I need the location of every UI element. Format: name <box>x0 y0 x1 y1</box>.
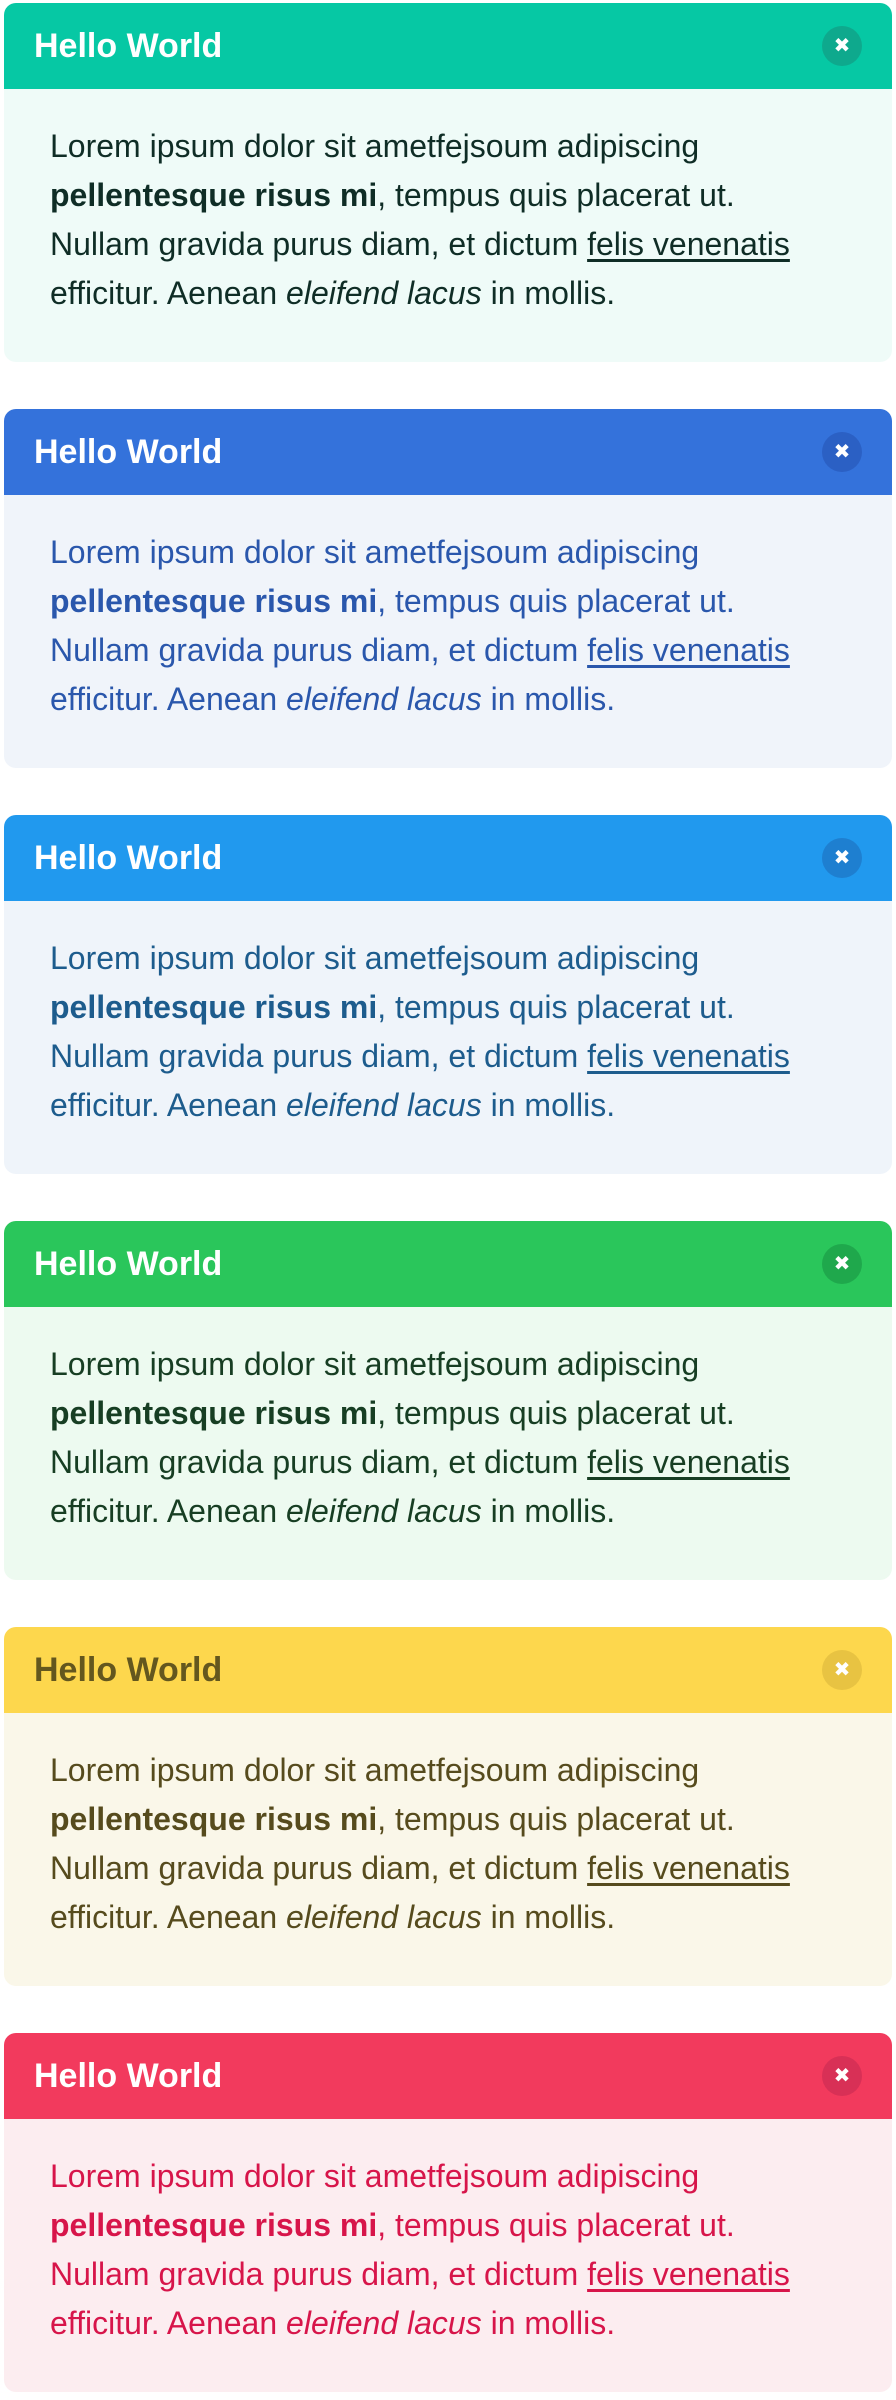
alert-card-green <box>4 1221 892 1580</box>
body-paragraph <box>50 122 846 318</box>
italic-text: eleifend lacus <box>286 1899 482 1935</box>
alert-body <box>4 2119 892 2392</box>
close-icon: ✖ <box>833 1251 851 1275</box>
alert-body <box>4 901 892 1174</box>
alert-title: Hello World <box>34 2057 223 2095</box>
close-button[interactable] <box>822 1650 862 1690</box>
body-text-segment: Nullam gravida purus diam, et dictum <box>50 632 588 668</box>
felis-venenatis-link[interactable]: felis venenatis <box>587 632 790 668</box>
alert-card-blue <box>4 409 892 768</box>
body-text-segment: in mollis. <box>481 2305 616 2341</box>
close-icon: ✖ <box>833 845 851 869</box>
close-button[interactable] <box>822 1244 862 1284</box>
body-text-segment: , tempus quis placerat ut. <box>377 583 735 619</box>
alert-header <box>4 409 892 495</box>
alert-title: Hello World <box>34 27 223 65</box>
body-text-segment: efficitur. Aenean <box>50 275 287 311</box>
body-text-segment: Nullam gravida purus diam, et dictum <box>50 1444 588 1480</box>
close-button[interactable] <box>822 432 862 472</box>
body-text-segment: in mollis. <box>481 1493 616 1529</box>
body-text-segment: Lorem ipsum dolor sit ametfejsoum adipiscing <box>50 940 700 976</box>
body-paragraph <box>50 1746 846 1942</box>
alert-card-teal <box>4 3 892 362</box>
alert-header <box>4 2033 892 2119</box>
body-text-segment: Lorem ipsum dolor sit ametfejsoum adipiscing <box>50 2158 700 2194</box>
alert-card-yellow <box>4 1627 892 1986</box>
body-paragraph <box>50 2152 846 2348</box>
italic-text: eleifend lacus <box>286 681 482 717</box>
alert-body <box>4 1307 892 1580</box>
alert-body <box>4 1713 892 1986</box>
alert-title: Hello World <box>34 1651 223 1689</box>
alert-body <box>4 495 892 768</box>
alert-title: Hello World <box>34 433 223 471</box>
body-text-segment: , tempus quis placerat ut. <box>377 177 735 213</box>
close-button[interactable] <box>822 2056 862 2096</box>
body-paragraph <box>50 528 846 724</box>
body-text-segment: Nullam gravida purus diam, et dictum <box>50 1038 588 1074</box>
alert-card-light-blue <box>4 815 892 1174</box>
body-text-segment: Lorem ipsum dolor sit ametfejsoum adipiscing <box>50 1346 700 1382</box>
body-text-segment: , tempus quis placerat ut. <box>377 1395 735 1431</box>
body-text-segment: Nullam gravida purus diam, et dictum <box>50 2256 588 2292</box>
body-text-segment: in mollis. <box>481 275 616 311</box>
bold-text: pellentesque risus mi <box>50 177 378 213</box>
bold-text: pellentesque risus mi <box>50 1801 378 1837</box>
close-button[interactable] <box>822 838 862 878</box>
italic-text: eleifend lacus <box>286 1087 482 1123</box>
body-text-segment: , tempus quis placerat ut. <box>377 2207 735 2243</box>
body-text-segment: efficitur. Aenean <box>50 1087 287 1123</box>
close-icon: ✖ <box>833 33 851 57</box>
felis-venenatis-link[interactable]: felis venenatis <box>587 226 790 262</box>
bold-text: pellentesque risus mi <box>50 1395 378 1431</box>
felis-venenatis-link[interactable]: felis venenatis <box>587 1444 790 1480</box>
alert-card-red <box>4 2033 892 2392</box>
body-text-segment: efficitur. Aenean <box>50 1899 287 1935</box>
italic-text: eleifend lacus <box>286 275 482 311</box>
body-text-segment: in mollis. <box>481 1087 616 1123</box>
body-text-segment: Nullam gravida purus diam, et dictum <box>50 226 588 262</box>
felis-venenatis-link[interactable]: felis venenatis <box>587 1850 790 1886</box>
body-text-segment: efficitur. Aenean <box>50 681 287 717</box>
bold-text: pellentesque risus mi <box>50 583 378 619</box>
alert-title: Hello World <box>34 839 223 877</box>
bold-text: pellentesque risus mi <box>50 2207 378 2243</box>
alert-header <box>4 3 892 89</box>
body-text-segment: , tempus quis placerat ut. <box>377 1801 735 1837</box>
alert-header <box>4 815 892 901</box>
close-icon: ✖ <box>833 439 851 463</box>
body-paragraph <box>50 1340 846 1536</box>
body-text-segment: efficitur. Aenean <box>50 2305 287 2341</box>
alert-title: Hello World <box>34 1245 223 1283</box>
body-text-segment: , tempus quis placerat ut. <box>377 989 735 1025</box>
body-text-segment: Nullam gravida purus diam, et dictum <box>50 1850 588 1886</box>
felis-venenatis-link[interactable]: felis venenatis <box>587 1038 790 1074</box>
body-text-segment: efficitur. Aenean <box>50 1493 287 1529</box>
close-icon: ✖ <box>833 2063 851 2087</box>
alert-body <box>4 89 892 362</box>
body-text-segment: Lorem ipsum dolor sit ametfejsoum adipiscing <box>50 534 700 570</box>
felis-venenatis-link[interactable]: felis venenatis <box>587 2256 790 2292</box>
body-text-segment: Lorem ipsum dolor sit ametfejsoum adipiscing <box>50 1752 700 1788</box>
alert-header <box>4 1627 892 1713</box>
body-text-segment: in mollis. <box>481 681 616 717</box>
body-paragraph <box>50 934 846 1130</box>
body-text-segment: Lorem ipsum dolor sit ametfejsoum adipiscing <box>50 128 700 164</box>
alert-header <box>4 1221 892 1307</box>
close-icon: ✖ <box>833 1657 851 1681</box>
italic-text: eleifend lacus <box>286 2305 482 2341</box>
body-text-segment: in mollis. <box>481 1899 616 1935</box>
italic-text: eleifend lacus <box>286 1493 482 1529</box>
close-button[interactable] <box>822 26 862 66</box>
bold-text: pellentesque risus mi <box>50 989 378 1025</box>
